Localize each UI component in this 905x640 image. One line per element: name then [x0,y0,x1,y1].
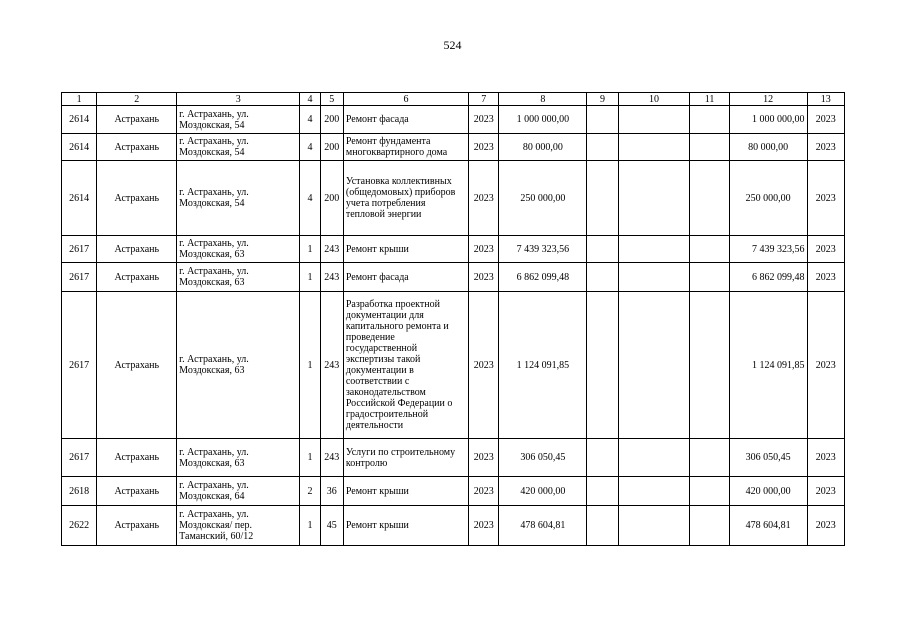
col10-cell [618,263,690,292]
address-cell: г. Астрахань, ул. Моздокская, 54 [177,161,300,236]
address-cell: г. Астрахань, ул. Моздокская, 63 [177,263,300,292]
col10-cell [618,477,690,506]
cost-cell: 80 000,00 [499,134,587,161]
end-year-cell: 2023 [807,263,844,292]
city-cell: Астрахань [97,477,177,506]
address-cell: г. Астрахань, ул. Моздокская, 54 [177,106,300,134]
year-cell: 2023 [469,477,499,506]
header-cell: 12 [729,93,807,106]
end-year-cell: 2023 [807,106,844,134]
col10-cell [618,439,690,477]
work-type-cell: Ремонт фасада [343,263,468,292]
col4-cell: 1 [300,439,320,477]
city-cell: Астрахань [97,161,177,236]
total-cell: 7 439 323,56 [729,236,807,263]
col5-cell: 200 [320,161,343,236]
total-cell: 250 000,00 [729,161,807,236]
year-cell: 2023 [469,106,499,134]
page-number: 524 [443,38,462,52]
col11-cell [690,134,729,161]
col9-cell [587,106,618,134]
row-number: 2614 [62,134,97,161]
col4-cell: 1 [300,292,320,439]
city-cell: Астрахань [97,439,177,477]
header-cell: 4 [300,93,320,106]
col9-cell [587,134,618,161]
row-number: 2614 [62,106,97,134]
table-row [62,236,845,263]
end-year-cell: 2023 [807,161,844,236]
row-number: 2622 [62,506,97,546]
address-cell: г. Астрахань, ул. Моздокская, 63 [177,439,300,477]
col11-cell [690,506,729,546]
col4-cell: 1 [300,263,320,292]
cost-cell: 250 000,00 [499,161,587,236]
col5-cell: 200 [320,134,343,161]
end-year-cell: 2023 [807,439,844,477]
row-number: 2614 [62,161,97,236]
table-row [62,477,845,506]
work-type-cell: Разработка проектной документации для капитального ремонта и проведение государственной экспертизы такой документации в соответствии с законодательством Российской Федерации о градостроительной деятельности [343,292,468,439]
total-cell: 80 000,00 [729,134,807,161]
end-year-cell: 2023 [807,477,844,506]
year-cell: 2023 [469,439,499,477]
header-cell: 3 [177,93,300,106]
end-year-cell: 2023 [807,236,844,263]
table-row [62,506,845,546]
city-cell: Астрахань [97,106,177,134]
header-cell: 10 [618,93,690,106]
header-row [62,93,845,106]
work-type-cell: Ремонт фундамента многоквартирного дома [343,134,468,161]
col10-cell [618,134,690,161]
col9-cell [587,506,618,546]
work-type-cell: Ремонт фасада [343,106,468,134]
col9-cell [587,236,618,263]
cost-cell: 478 604,81 [499,506,587,546]
year-cell: 2023 [469,134,499,161]
table-row [62,263,845,292]
address-cell: г. Астрахань, ул. Моздокская, 54 [177,134,300,161]
header-cell: 7 [469,93,499,106]
header-cell: 13 [807,93,844,106]
total-cell: 420 000,00 [729,477,807,506]
total-cell: 6 862 099,48 [729,263,807,292]
cost-cell: 420 000,00 [499,477,587,506]
cost-cell: 7 439 323,56 [499,236,587,263]
city-cell: Астрахань [97,292,177,439]
address-cell: г. Астрахань, ул. Моздокская, 63 [177,292,300,439]
row-number: 2618 [62,477,97,506]
col4-cell: 4 [300,134,320,161]
col9-cell [587,439,618,477]
col5-cell: 243 [320,439,343,477]
col9-cell [587,292,618,439]
work-type-cell: Ремонт крыши [343,506,468,546]
col4-cell: 1 [300,506,320,546]
col11-cell [690,477,729,506]
city-cell: Астрахань [97,263,177,292]
col11-cell [690,106,729,134]
year-cell: 2023 [469,236,499,263]
header-cell: 2 [97,93,177,106]
col5-cell: 243 [320,236,343,263]
address-cell: г. Астрахань, ул. Моздокская, 64 [177,477,300,506]
row-number: 2617 [62,236,97,263]
col11-cell [690,263,729,292]
year-cell: 2023 [469,292,499,439]
address-cell: г. Астрахань, ул. Моздокская/ пер. Таманский, 60/12 [177,506,300,546]
row-number: 2617 [62,292,97,439]
col5-cell: 243 [320,263,343,292]
table-row [62,134,845,161]
end-year-cell: 2023 [807,292,844,439]
col11-cell [690,439,729,477]
header-cell: 1 [62,93,97,106]
col4-cell: 1 [300,236,320,263]
cost-cell: 6 862 099,48 [499,263,587,292]
total-cell: 1 124 091,85 [729,292,807,439]
col9-cell [587,477,618,506]
end-year-cell: 2023 [807,506,844,546]
col5-cell: 243 [320,292,343,439]
col11-cell [690,236,729,263]
work-type-cell: Ремонт крыши [343,477,468,506]
city-cell: Астрахань [97,236,177,263]
header-cell: 5 [320,93,343,106]
address-cell: г. Астрахань, ул. Моздокская, 63 [177,236,300,263]
col10-cell [618,106,690,134]
total-cell: 478 604,81 [729,506,807,546]
col9-cell [587,161,618,236]
row-number: 2617 [62,263,97,292]
col4-cell: 4 [300,106,320,134]
city-cell: Астрахань [97,134,177,161]
header-cell: 8 [499,93,587,106]
year-cell: 2023 [469,263,499,292]
work-type-cell: Установка коллективных (общедомовых) приборов учета потребления тепловой энергии [343,161,468,236]
col10-cell [618,236,690,263]
col10-cell [618,161,690,236]
work-type-cell: Услуги по строительному контролю [343,439,468,477]
cost-cell: 306 050,45 [499,439,587,477]
header-cell: 6 [343,93,468,106]
total-cell: 1 000 000,00 [729,106,807,134]
col5-cell: 45 [320,506,343,546]
col4-cell: 2 [300,477,320,506]
cost-cell: 1 124 091,85 [499,292,587,439]
repair-program-table [61,92,845,546]
header-cell: 11 [690,93,729,106]
table-row [62,106,845,134]
end-year-cell: 2023 [807,134,844,161]
header-cell: 9 [587,93,618,106]
table-row [62,161,845,236]
year-cell: 2023 [469,506,499,546]
city-cell: Астрахань [97,506,177,546]
col11-cell [690,292,729,439]
col9-cell [587,263,618,292]
total-cell: 306 050,45 [729,439,807,477]
row-number: 2617 [62,439,97,477]
col5-cell: 36 [320,477,343,506]
cost-cell: 1 000 000,00 [499,106,587,134]
col10-cell [618,506,690,546]
col5-cell: 200 [320,106,343,134]
year-cell: 2023 [469,161,499,236]
col10-cell [618,292,690,439]
col11-cell [690,161,729,236]
work-type-cell: Ремонт крыши [343,236,468,263]
col4-cell: 4 [300,161,320,236]
table-row [62,292,845,439]
table-row [62,439,845,477]
